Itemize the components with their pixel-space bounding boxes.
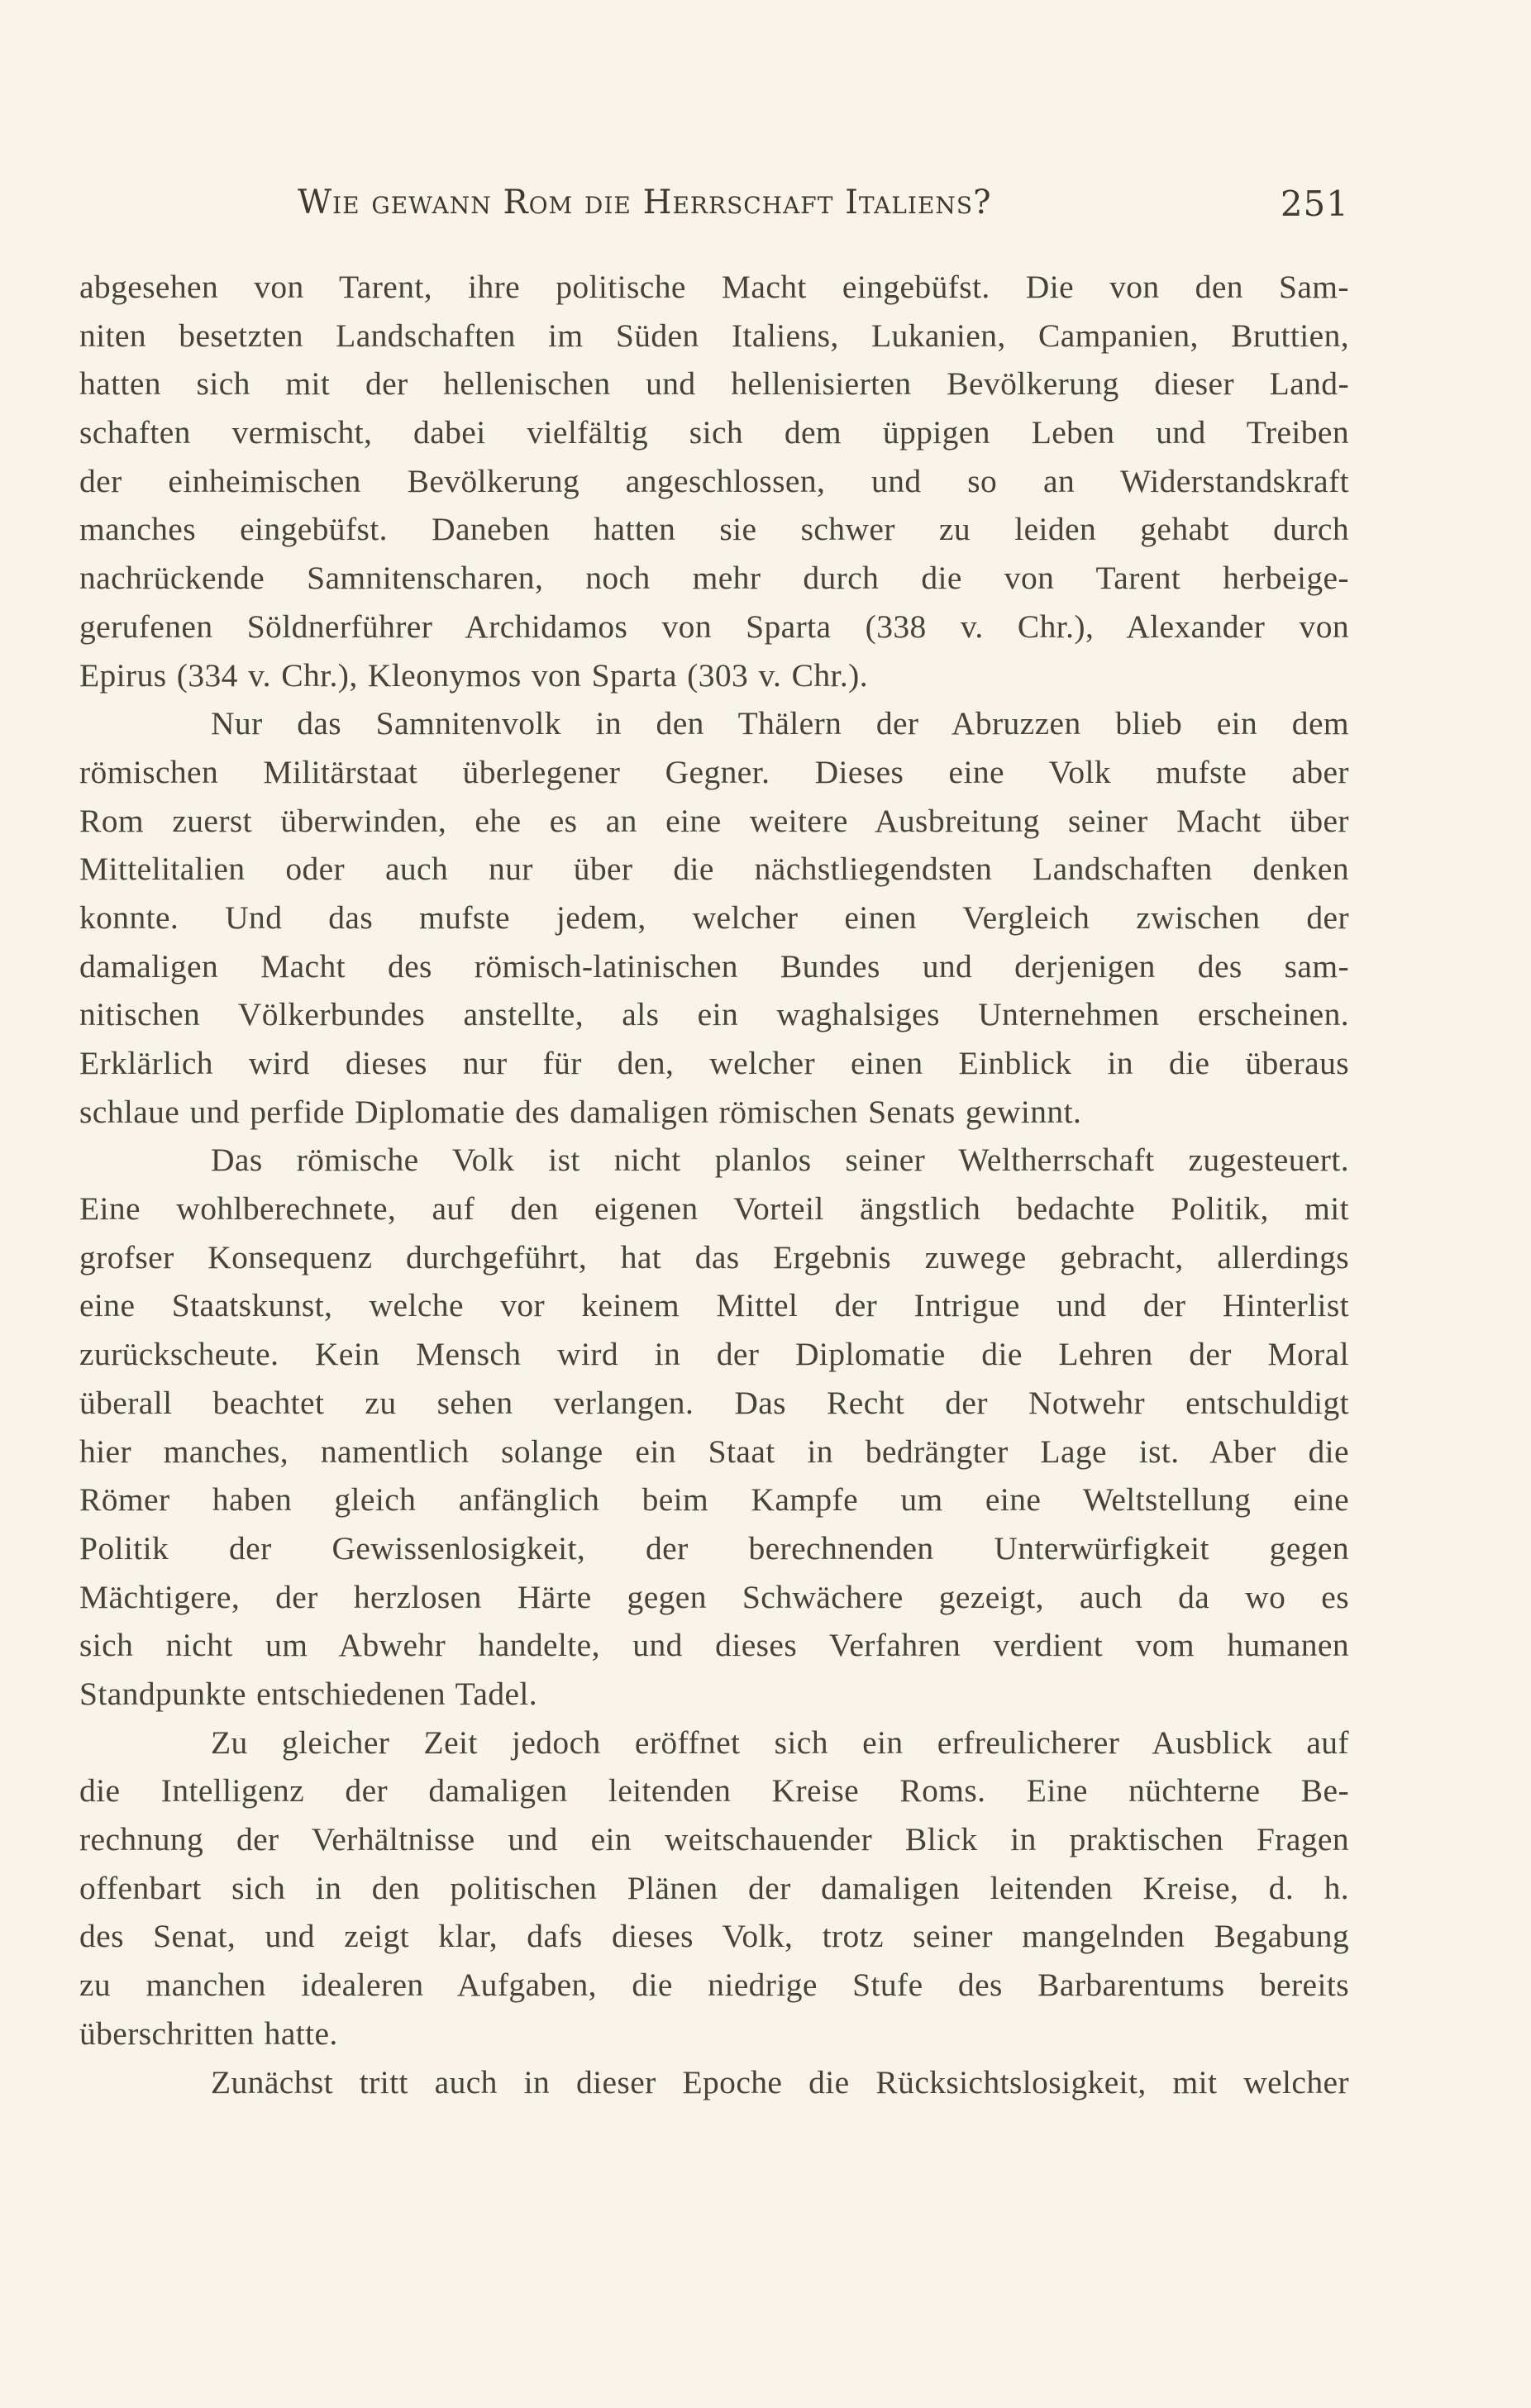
running-title: Wie gewann Rom die Herrschaft Italiens? [298, 184, 992, 222]
text-line: zurückscheute. Kein Mensch wird in der Diplomatie die Lehren der Moral [79, 1336, 1349, 1373]
paragraph-2 [79, 699, 1349, 1136]
text-line: überall beachtet zu sehen verlangen. Das Recht der Notwehr entschuldigt [79, 1384, 1349, 1421]
text-line: Nur das Samnitenvolk in den Thälern der Abruzzen blieb ein dem [211, 705, 1349, 742]
text-line: Zunächst tritt auch in dieser Epoche die Rücksichtslosigkeit, mit welcher [211, 2063, 1349, 2100]
text-line: abgesehen von Tarent, ihre politische Macht eingebüfst. Die von den Sam- [79, 269, 1349, 305]
text-line: Das römische Volk ist nicht planlos seiner Weltherrschaft zugesteuert. [211, 1142, 1349, 1179]
text-line: zu manchen idealeren Aufgaben, die niedrige Stufe des Barbarentums bereits [79, 1967, 1349, 2004]
text-line: überschritten hatte. [79, 2015, 338, 2052]
text-line: hatten sich mit der hellenischen und hellenisierten Bevölkerung dieser Land- [79, 365, 1349, 403]
text-line: hier manches, namentlich solange ein Staat in bedrängter Lage ist. Aber die [79, 1433, 1349, 1470]
text-line: damaligen Macht des römisch-latinischen Bundes und derjenigen des sam- [79, 947, 1349, 985]
text-line: Mächtigere, der herzlosen Härte gegen Schwächere gezeigt, auch da wo es [79, 1578, 1349, 1615]
text-line: Mittelitalien oder auch nur über die nächstliegendsten Landschaften denken [79, 851, 1349, 888]
text-line: manches eingebüfst. Daneben hatten sie schwer zu leiden gehabt durch [79, 511, 1349, 548]
text-line: römischen Militärstaat überlegener Gegner. Dieses eine Volk mufste aber [79, 753, 1349, 790]
text-line: grofser Konsequenz durchgeführt, hat das Ergebnis zuwege gebracht, allerdings [79, 1238, 1349, 1276]
text-line: offenbart sich in den politischen Plänen der damaligen leitenden Kreise, d. h. [79, 1869, 1349, 1906]
text-line: nachrückende Samnitenscharen, noch mehr durch die von Tarent herbeige- [79, 560, 1349, 597]
text-line: der einheimischen Bevölkerung angeschlossen, und so an Widerstandskraft [79, 462, 1349, 499]
text-line: eine Staatskunst, welche vor keinem Mittel der Intrigue und der Hinterlist [79, 1287, 1349, 1324]
paragraph-5 [79, 2058, 1349, 2107]
running-header [298, 184, 1349, 233]
text-line: Erklärlich wird dieses nur für den, welcher einen Einblick in die überaus [79, 1045, 1349, 1082]
text-line: schaften vermischt, dabei vielfältig sich dem üppigen Leben und Treiben [79, 414, 1349, 451]
body-text [79, 263, 1349, 2106]
paragraph-4 [79, 1719, 1349, 2058]
text-line: Politik der Gewissenlosigkeit, der berechnenden Unterwürfigkeit gegen [79, 1529, 1349, 1566]
page-number: 251 [1280, 184, 1349, 224]
text-line: sich nicht um Abwehr handelte, und dieses Verfahren verdient vom humanen [79, 1627, 1349, 1664]
text-line: Standpunkte entschiedenen Tadel. [79, 1675, 538, 1712]
text-line: konnte. Und das mufste jedem, welcher einen Vergleich zwischen der [79, 899, 1349, 936]
text-line: niten besetzten Landschaften im Süden Italiens, Lukanien, Campanien, Bruttien, [79, 317, 1349, 354]
text-line: nitischen Völkerbundes anstellte, als ein waghalsiges Unternehmen erscheinen. [79, 996, 1349, 1033]
text-line: die Intelligenz der damaligen leitenden Kreise Roms. Eine nüchterne Be- [79, 1772, 1349, 1810]
text-line: des Senat, und zeigt klar, dafs dieses Volk, trotz seiner mangelnden Begabung [79, 1918, 1349, 1955]
text-line: Epirus (334 v. Chr.), Kleonymos von Sparta (303 v. Chr.). [79, 656, 868, 694]
paragraph-1 [79, 263, 1349, 699]
text-line: Römer haben gleich anfänglich beim Kampfe um eine Weltstellung eine [79, 1481, 1349, 1519]
text-line: gerufenen Söldnerführer Archidamos von Sparta (338 v. Chr.), Alexander von [79, 608, 1349, 645]
text-line: Zu gleicher Zeit jedoch eröffnet sich ein erfreulicherer Ausblick auf [211, 1724, 1349, 1761]
text-line: rechnung der Verhältnisse und ein weitschauender Blick in praktischen Fragen [79, 1821, 1349, 1858]
paragraph-3 [79, 1136, 1349, 1718]
text-line: Eine wohlberechnete, auf den eigenen Vorteil ängstlich bedachte Politik, mit [79, 1190, 1349, 1228]
text-line: schlaue und perfide Diplomatie des damaligen römischen Senats gewinnt. [79, 1093, 1082, 1130]
text-line: Rom zuerst überwinden, ehe es an eine weitere Ausbreitung seiner Macht über [79, 802, 1349, 839]
